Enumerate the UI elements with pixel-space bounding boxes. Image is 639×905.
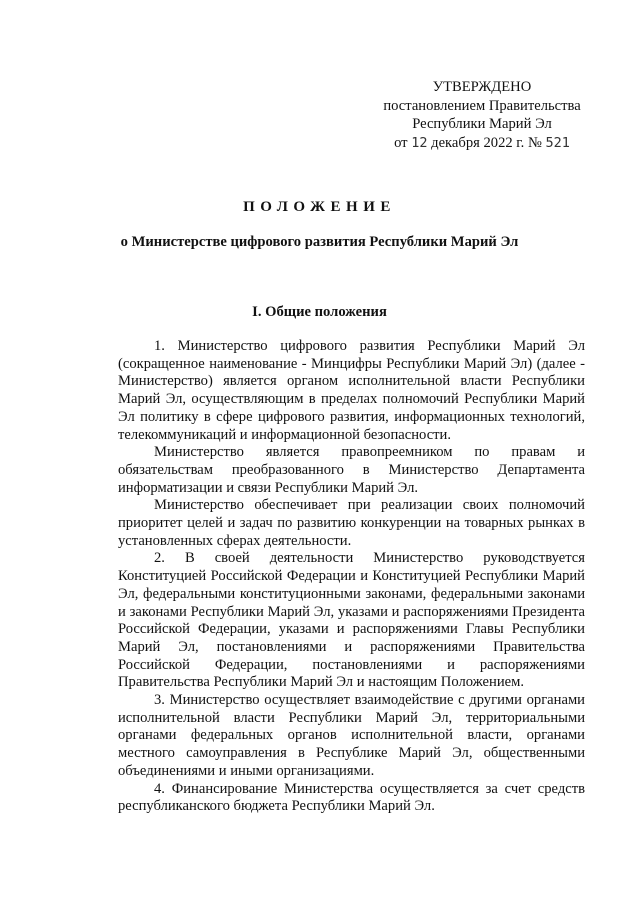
date-prefix: от: [394, 134, 408, 151]
paragraph-competition: Министерство обеспечивает при реализации своих полномочий приоритет целей и задач по развитию конкуренции на товарных рынках в установленных сферах деятельности.: [118, 497, 585, 549]
paragraph-3: 3. Министерство осуществляет взаимодействие с другими органами исполнительной власти Республики Марий Эл, территориальными органами федеральных органов исполнительной власти, органами местного самоуправления в Республике Марий Эл, общественными объединениями и иными организациями.: [118, 692, 585, 779]
approval-heading: УТВЕРЖДЕНО: [432, 79, 532, 95]
document-title: ПОЛОЖЕНИЕ: [243, 199, 396, 215]
paragraph-1: 1. Министерство цифрового развития Республики Марий Эл (сокращенное наименование - Минцифры Республики Марий Эл) (далее - Министерство) является органом исполнительной власти Республики Марий Эл, осуществляющим в пределах полномочий Республики Марий Эл политику в сфере цифрового развития, информационных технологий, телекоммуникаций и информационной безопасности.: [118, 338, 585, 443]
paragraph-successor: Министерство является правопреемником по правам и обязательствам преобразованного в Министерство Департамента информатизации и связи Республики Марий Эл.: [118, 444, 585, 496]
document-subtitle: о Министерстве цифрового развития Республики Марий Эл: [120, 234, 519, 250]
paragraph-4: 4. Финансирование Министерства осуществляется за счет средств республиканского бюджета Республики Марий Эл.: [118, 780, 585, 815]
approval-date-line: [372, 134, 592, 153]
date-day: 12: [411, 134, 428, 151]
document-body: [118, 338, 585, 816]
paragraph-2: 2. В своей деятельности Министерство руководствуется Конституцией Российской Федерации и Конституцией Республики Марий Эл, федеральными конституционными законами, федеральными законами и законами Республики Марий Эл, указами и распоряжениями Президента Российской Федерации, указами и распоряжениями Главы Республики Марий Эл, постановлениями и распоряжениями Правительства Российской Федерации, постановлениями и распоряжениями Правительства Республики Марий Эл и настоящим Положением.: [118, 550, 585, 691]
date-month-year: декабря 2022 г. №: [431, 134, 542, 151]
approval-line-resolution: постановлением Правительства: [383, 97, 581, 114]
section-heading: I. Общие положения: [252, 304, 387, 320]
resolution-number: 521: [545, 134, 570, 151]
approval-line-republic: Республики Марий Эл: [412, 116, 552, 132]
approval-block: [372, 78, 592, 152]
